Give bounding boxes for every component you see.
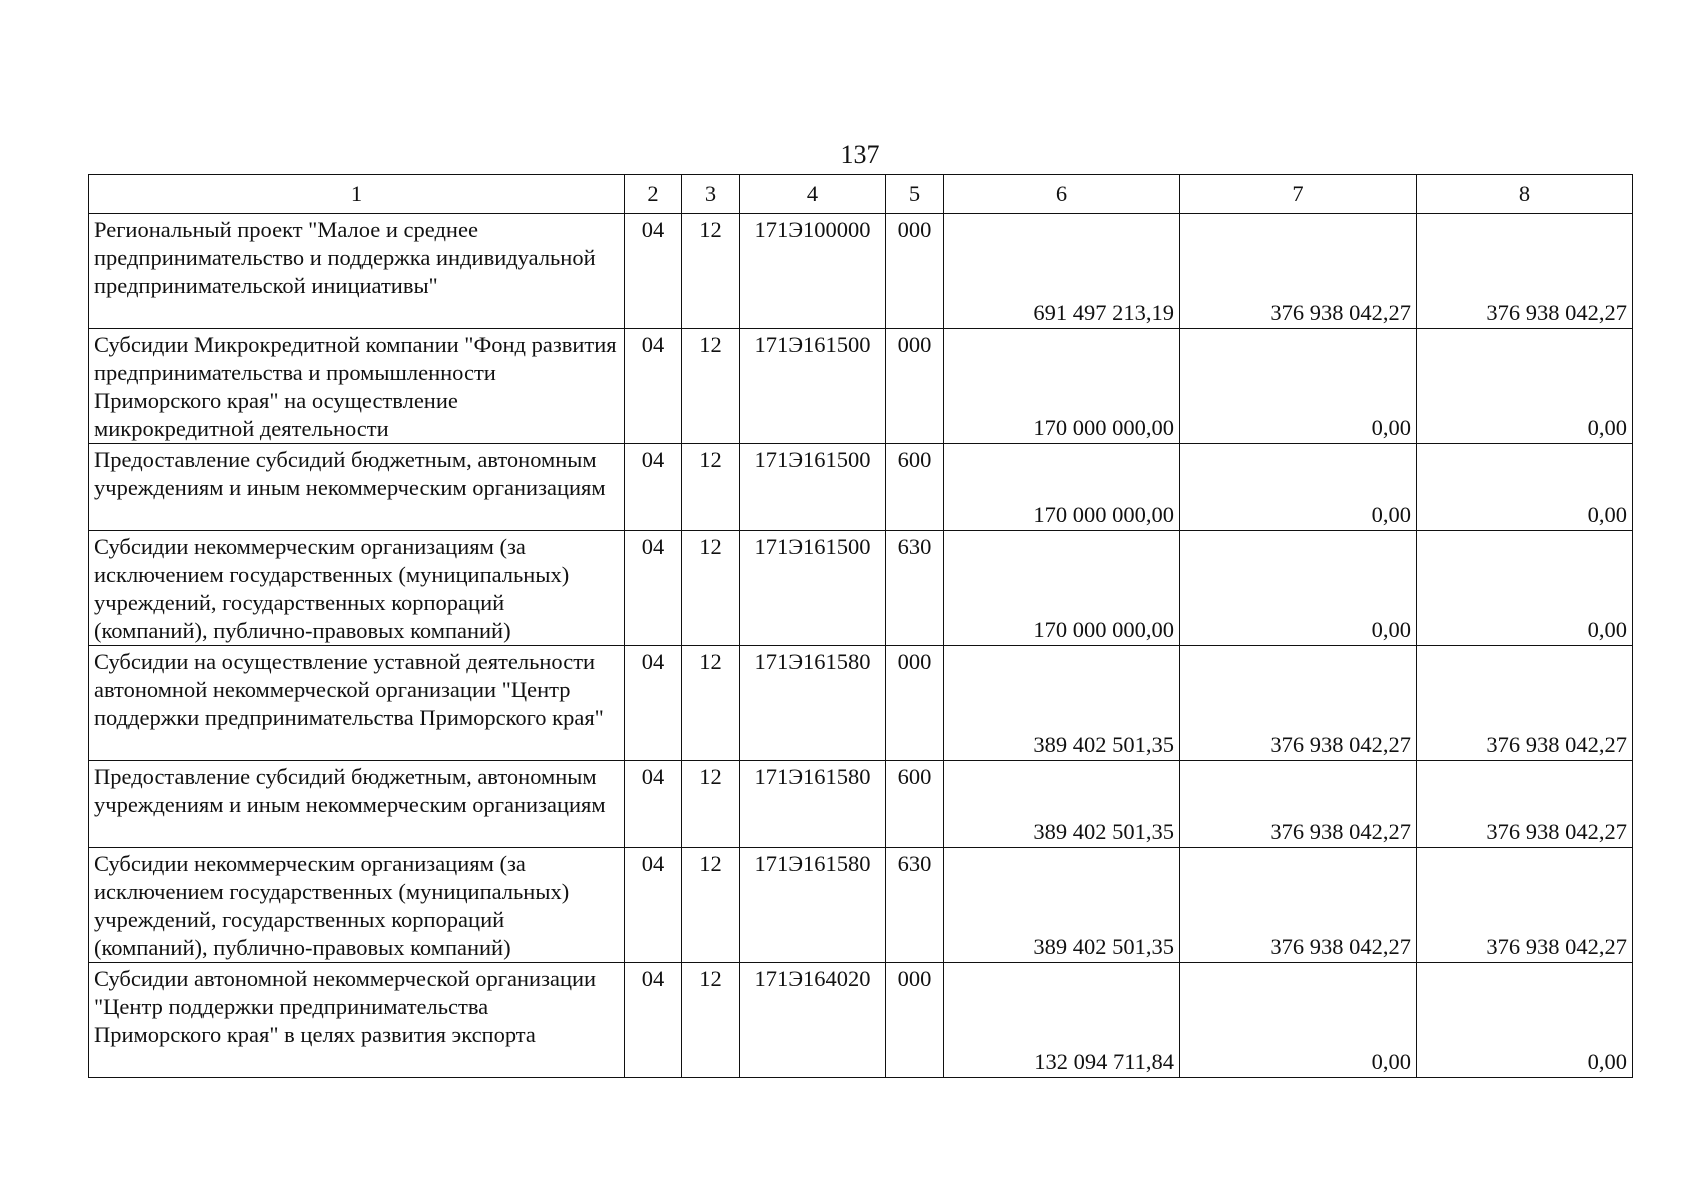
row-section: 04 (625, 444, 682, 531)
row-section: 04 (625, 646, 682, 761)
row-expense-type: 000 (886, 214, 944, 329)
row-amount-col6: 389 402 501,35 (944, 761, 1180, 848)
row-target-article: 171Э161580 (740, 646, 886, 761)
row-amount-col7: 0,00 (1180, 531, 1417, 646)
row-amount-col8: 0,00 (1417, 329, 1633, 444)
row-name: Предоставление субсидий бюджетным, автономным учреждениям и иным некоммерческим организациям (89, 444, 625, 531)
header-col-3: 3 (682, 175, 740, 214)
table-row (89, 329, 1633, 444)
row-expense-type: 630 (886, 531, 944, 646)
table-header-row (89, 175, 1633, 214)
row-name: Субсидии некоммерческим организациям (за исключением государственных (муниципальных) учреждений, государственных корпораций (компаний), публично-правовых компаний) (89, 531, 625, 646)
row-expense-type: 000 (886, 329, 944, 444)
row-subsection: 12 (682, 761, 740, 848)
table-row (89, 214, 1633, 329)
row-section: 04 (625, 848, 682, 963)
header-col-6: 6 (944, 175, 1180, 214)
row-name: Субсидии некоммерческим организациям (за исключением государственных (муниципальных) учреждений, государственных корпораций (компаний), публично-правовых компаний) (89, 848, 625, 963)
row-amount-col6: 389 402 501,35 (944, 646, 1180, 761)
row-target-article: 171Э164020 (740, 963, 886, 1078)
row-amount-col8: 376 938 042,27 (1417, 214, 1633, 329)
table-row (89, 848, 1633, 963)
row-target-article: 171Э161500 (740, 444, 886, 531)
row-name: Субсидии Микрокредитной компании "Фонд развития предпринимательства и промышленности Приморского края" на осуществление микрокредитной деятельности (89, 329, 625, 444)
row-section: 04 (625, 329, 682, 444)
row-subsection: 12 (682, 329, 740, 444)
row-subsection: 12 (682, 646, 740, 761)
row-expense-type: 630 (886, 848, 944, 963)
row-subsection: 12 (682, 531, 740, 646)
row-section: 04 (625, 531, 682, 646)
row-subsection: 12 (682, 848, 740, 963)
row-amount-col8: 376 938 042,27 (1417, 646, 1633, 761)
row-expense-type: 600 (886, 444, 944, 531)
row-amount-col6: 691 497 213,19 (944, 214, 1180, 329)
row-amount-col8: 376 938 042,27 (1417, 848, 1633, 963)
header-col-1: 1 (89, 175, 625, 214)
table-row (89, 761, 1633, 848)
row-target-article: 171Э161500 (740, 531, 886, 646)
row-amount-col8: 0,00 (1417, 444, 1633, 531)
row-amount-col6: 389 402 501,35 (944, 848, 1180, 963)
row-target-article: 171Э161500 (740, 329, 886, 444)
row-amount-col8: 376 938 042,27 (1417, 761, 1633, 848)
row-expense-type: 000 (886, 646, 944, 761)
table-row (89, 531, 1633, 646)
row-section: 04 (625, 761, 682, 848)
row-amount-col6: 170 000 000,00 (944, 444, 1180, 531)
row-amount-col8: 0,00 (1417, 963, 1633, 1078)
row-target-article: 171Э161580 (740, 761, 886, 848)
header-col-7: 7 (1180, 175, 1417, 214)
row-name: Субсидии автономной некоммерческой организации "Центр поддержки предпринимательства Приморского края" в целях развития экспорта (89, 963, 625, 1078)
row-amount-col6: 170 000 000,00 (944, 329, 1180, 444)
row-name: Субсидии на осуществление уставной деятельности автономной некоммерческой организации "Центр поддержки предпринимательства Приморского края" (89, 646, 625, 761)
table-row (89, 963, 1633, 1078)
row-amount-col7: 0,00 (1180, 963, 1417, 1078)
row-name: Региональный проект "Малое и среднее предпринимательство и поддержка индивидуальной предпринимательской инициативы" (89, 214, 625, 329)
table-row (89, 444, 1633, 531)
row-amount-col7: 0,00 (1180, 329, 1417, 444)
row-subsection: 12 (682, 963, 740, 1078)
row-amount-col8: 0,00 (1417, 531, 1633, 646)
header-col-8: 8 (1417, 175, 1633, 214)
page-number: 137 (840, 140, 880, 169)
header-col-4: 4 (740, 175, 886, 214)
budget-table (88, 174, 1633, 1078)
header-col-5: 5 (886, 175, 944, 214)
header-col-2: 2 (625, 175, 682, 214)
row-target-article: 171Э100000 (740, 214, 886, 329)
row-amount-col7: 376 938 042,27 (1180, 646, 1417, 761)
row-expense-type: 000 (886, 963, 944, 1078)
row-amount-col7: 376 938 042,27 (1180, 214, 1417, 329)
row-section: 04 (625, 963, 682, 1078)
row-amount-col6: 170 000 000,00 (944, 531, 1180, 646)
table-row (89, 646, 1633, 761)
row-amount-col7: 376 938 042,27 (1180, 848, 1417, 963)
row-amount-col6: 132 094 711,84 (944, 963, 1180, 1078)
row-amount-col7: 376 938 042,27 (1180, 761, 1417, 848)
row-target-article: 171Э161580 (740, 848, 886, 963)
row-subsection: 12 (682, 214, 740, 329)
row-expense-type: 600 (886, 761, 944, 848)
row-section: 04 (625, 214, 682, 329)
row-name: Предоставление субсидий бюджетным, автономным учреждениям и иным некоммерческим организациям (89, 761, 625, 848)
row-subsection: 12 (682, 444, 740, 531)
row-amount-col7: 0,00 (1180, 444, 1417, 531)
